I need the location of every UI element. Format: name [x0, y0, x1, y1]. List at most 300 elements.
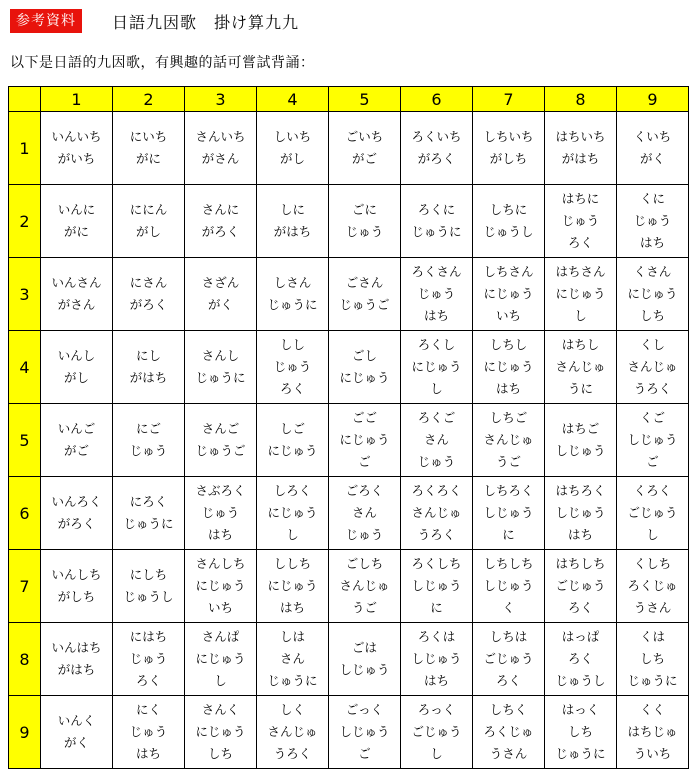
- cell-line: にはち: [129, 629, 168, 644]
- cell-line: がく: [63, 735, 89, 750]
- cell-line: じゅうし: [123, 589, 174, 604]
- table-cell: [257, 404, 329, 477]
- cell-line: に: [502, 527, 515, 542]
- row-header-9: 9: [9, 696, 41, 769]
- cell-line: うに: [567, 381, 593, 396]
- cell-line: にしち: [129, 567, 168, 582]
- page-title: 日語九因歌 掛け算九九: [112, 12, 300, 32]
- cell-line: しちしち: [483, 556, 534, 571]
- cell-line: ごいち: [345, 129, 384, 144]
- cell-line: さんじゅ: [267, 724, 318, 739]
- cell-line: がろく: [57, 516, 96, 531]
- cell-line: ろくさん: [411, 264, 462, 279]
- cell-line: さん: [351, 505, 377, 520]
- table-cell: [545, 477, 617, 550]
- cell-line: ろくじゅ: [627, 578, 678, 593]
- cell-line: さんぱ: [201, 629, 240, 644]
- cell-line: はちろく: [555, 483, 606, 498]
- table-cell: [617, 404, 689, 477]
- cell-line: はち: [135, 746, 161, 761]
- cell-line: ろく: [495, 673, 521, 688]
- cell-line: にじゅう: [195, 724, 246, 739]
- table-cell: [329, 185, 401, 258]
- cell-line: さぶろく: [195, 483, 246, 498]
- cell-line: さん: [423, 432, 449, 447]
- cell-line: じゅうに: [267, 297, 318, 312]
- cell-line: さんしち: [195, 556, 246, 571]
- table-cell: [329, 477, 401, 550]
- cell-line: さんじゅ: [627, 359, 678, 374]
- cell-line: がさん: [201, 151, 240, 166]
- cell-line: しちご: [489, 410, 528, 425]
- cell-line: はちご: [561, 421, 600, 436]
- cell-line: いんいち: [51, 129, 102, 144]
- cell-line: うさん: [633, 600, 672, 615]
- cell-line: にし: [135, 348, 161, 363]
- cell-line: がいち: [57, 151, 96, 166]
- cell-line: しいち: [273, 129, 312, 144]
- table-cell: [41, 185, 113, 258]
- cell-line: じゅうご: [339, 297, 390, 312]
- column-header-2: 2: [113, 87, 185, 112]
- cell-line: はち: [639, 235, 665, 250]
- cell-line: がく: [639, 151, 665, 166]
- table-cell: [545, 258, 617, 331]
- cell-line: さんじゅ: [411, 505, 462, 520]
- table-cell: [401, 696, 473, 769]
- table-cell: [545, 623, 617, 696]
- cell-line: じゅうに: [267, 673, 318, 688]
- cell-line: しちく: [489, 702, 528, 717]
- cell-line: はちに: [561, 191, 600, 206]
- cell-line: ににん: [129, 202, 168, 217]
- table-cell: [617, 185, 689, 258]
- cell-line: がし: [135, 224, 161, 239]
- cell-line: ごじゅう: [555, 578, 606, 593]
- table-cell: [257, 550, 329, 623]
- cell-line: に: [430, 600, 443, 615]
- cell-line: がろく: [417, 151, 456, 166]
- table-row: [9, 404, 689, 477]
- column-header-9: 9: [617, 87, 689, 112]
- cell-line: いんく: [57, 713, 96, 728]
- table-cell: [329, 623, 401, 696]
- cell-line: ろくいち: [411, 129, 462, 144]
- cell-line: いんはち: [51, 640, 102, 655]
- cell-line: ういち: [633, 746, 672, 761]
- cell-line: じゅうに: [123, 516, 174, 531]
- cell-line: ろく: [567, 600, 593, 615]
- table-cell: [257, 331, 329, 404]
- table-cell: [401, 258, 473, 331]
- cell-line: がはち: [561, 151, 600, 166]
- cell-line: くいち: [633, 129, 672, 144]
- column-header-8: 8: [545, 87, 617, 112]
- cell-line: はち: [279, 600, 305, 615]
- cell-line: にく: [135, 702, 161, 717]
- cell-line: がご: [63, 443, 89, 458]
- column-header-7: 7: [473, 87, 545, 112]
- cell-line: ごご: [351, 410, 377, 425]
- cell-line: いち: [495, 308, 521, 323]
- cell-line: しちいち: [483, 129, 534, 144]
- cell-line: ろっく: [417, 702, 456, 717]
- table-cell: [545, 185, 617, 258]
- table-cell: [113, 696, 185, 769]
- cell-line: はちさん: [555, 264, 606, 279]
- table-cell: [185, 550, 257, 623]
- table-cell: [113, 550, 185, 623]
- table-cell: [41, 258, 113, 331]
- cell-line: はっく: [561, 702, 600, 717]
- cell-line: ごは: [351, 640, 377, 655]
- cell-line: ろく: [567, 235, 593, 250]
- cell-line: さんに: [201, 202, 240, 217]
- table-cell: [185, 185, 257, 258]
- table-cell: [545, 550, 617, 623]
- cell-line: ろくは: [417, 629, 456, 644]
- cell-line: しちろく: [483, 483, 534, 498]
- table-cell: [257, 696, 329, 769]
- table-row: [9, 112, 689, 185]
- row-header-6: 6: [9, 477, 41, 550]
- cell-line: はち: [567, 527, 593, 542]
- cell-line: にじゅう: [195, 651, 246, 666]
- cell-line: はっぱ: [561, 629, 600, 644]
- table-cell: [257, 477, 329, 550]
- cell-line: にじゅう: [555, 286, 606, 301]
- cell-line: ろく: [279, 381, 305, 396]
- reference-badge: 参考資料: [10, 9, 82, 33]
- cell-line: くは: [639, 629, 665, 644]
- cell-line: ろくしち: [411, 556, 462, 571]
- cell-line: がさん: [57, 297, 96, 312]
- cell-line: し: [430, 746, 443, 761]
- cell-line: にじゅう: [411, 359, 462, 374]
- cell-line: くし: [639, 337, 665, 352]
- column-header-5: 5: [329, 87, 401, 112]
- cell-line: にじゅう: [195, 578, 246, 593]
- table-cell: [473, 696, 545, 769]
- cell-line: さざん: [201, 275, 240, 290]
- table-cell: [617, 477, 689, 550]
- cell-line: しろく: [273, 483, 312, 498]
- cell-line: いんろく: [51, 494, 102, 509]
- cell-line: ろくろく: [411, 483, 462, 498]
- cell-line: さんじゅ: [339, 578, 390, 593]
- cell-line: じゅうに: [195, 370, 246, 385]
- table-cell: [113, 404, 185, 477]
- cell-line: ごじゅう: [411, 724, 462, 739]
- table-cell: [473, 112, 545, 185]
- table-cell: [257, 258, 329, 331]
- cell-line: くに: [639, 191, 665, 206]
- table-row: [9, 185, 689, 258]
- cell-line: ご: [646, 454, 659, 469]
- table-row: [9, 258, 689, 331]
- cell-line: にご: [135, 421, 161, 436]
- cell-line: ごろく: [345, 483, 384, 498]
- cell-line: はちしち: [555, 556, 606, 571]
- table-cell: [401, 331, 473, 404]
- cell-line: にじゅう: [339, 432, 390, 447]
- table-cell: [617, 623, 689, 696]
- table-cell: [473, 185, 545, 258]
- cell-line: ししち: [273, 556, 312, 571]
- cell-line: ご: [358, 746, 371, 761]
- table-cell: [113, 477, 185, 550]
- table-cell: [329, 331, 401, 404]
- cell-line: にじゅう: [483, 359, 534, 374]
- cell-line: くさん: [633, 264, 672, 279]
- cell-line: がご: [351, 151, 377, 166]
- table-cell: [617, 331, 689, 404]
- cell-line: じゅう: [201, 505, 240, 520]
- table-cell: [257, 185, 329, 258]
- table-cell: [401, 623, 473, 696]
- cell-line: いんし: [57, 348, 96, 363]
- table-cell: [401, 550, 473, 623]
- cell-line: はちし: [561, 337, 600, 352]
- row-header-3: 3: [9, 258, 41, 331]
- table-cell: [617, 258, 689, 331]
- cell-line: いんさん: [51, 275, 102, 290]
- table-cell: [401, 404, 473, 477]
- cell-line: じゅうに: [555, 746, 606, 761]
- table-row: [9, 331, 689, 404]
- cell-line: はち: [423, 673, 449, 688]
- table-cell: [113, 331, 185, 404]
- cell-line: いち: [207, 600, 233, 615]
- cell-line: はちじゅ: [627, 724, 678, 739]
- table-cell: [329, 404, 401, 477]
- cell-line: ごしち: [345, 556, 384, 571]
- cell-line: がし: [63, 370, 89, 385]
- cell-line: がろく: [129, 297, 168, 312]
- cell-line: しし: [279, 337, 305, 352]
- cell-line: ご: [358, 454, 371, 469]
- cell-line: がしち: [57, 589, 96, 604]
- table-cell: [185, 331, 257, 404]
- table-cell: [401, 112, 473, 185]
- cell-line: さんく: [201, 702, 240, 717]
- table-cell: [41, 331, 113, 404]
- cell-line: しご: [279, 421, 305, 436]
- cell-line: じゅう: [273, 359, 312, 374]
- cell-line: じゅう: [129, 651, 168, 666]
- table-cell: [545, 331, 617, 404]
- table-cell: [185, 404, 257, 477]
- cell-line: く: [502, 600, 515, 615]
- cell-line: はち: [423, 308, 449, 323]
- table-cell: [401, 477, 473, 550]
- cell-line: し: [430, 381, 443, 396]
- cell-line: ろくじゅ: [483, 724, 534, 739]
- table-row: [9, 696, 689, 769]
- cell-line: しは: [279, 629, 305, 644]
- table-row: [9, 477, 689, 550]
- cell-line: ごじゅう: [627, 505, 678, 520]
- cell-line: じゅうご: [195, 443, 246, 458]
- row-header-1: 1: [9, 112, 41, 185]
- cell-line: ごに: [351, 202, 377, 217]
- cell-line: がろく: [201, 224, 240, 239]
- table-cell: [473, 331, 545, 404]
- cell-line: がし: [279, 151, 305, 166]
- cell-line: にじゅう: [267, 578, 318, 593]
- cell-line: さんご: [201, 421, 240, 436]
- column-header-6: 6: [401, 87, 473, 112]
- table-body: [9, 112, 689, 769]
- table-row: [9, 623, 689, 696]
- table-cell: [473, 258, 545, 331]
- cell-line: しじゅう: [483, 578, 534, 593]
- table-cell: [185, 696, 257, 769]
- cell-line: がしち: [489, 151, 528, 166]
- table-cell: [329, 112, 401, 185]
- cell-line: じゅう: [345, 224, 384, 239]
- cell-line: いんご: [57, 421, 96, 436]
- table-cell: [41, 404, 113, 477]
- cell-line: いんしち: [51, 567, 102, 582]
- cell-line: くろく: [633, 483, 672, 498]
- cell-line: しちに: [489, 202, 528, 217]
- cell-line: しち: [207, 746, 233, 761]
- cell-line: にろく: [129, 494, 168, 509]
- cell-line: じゅうに: [411, 224, 462, 239]
- cell-line: しじゅう: [555, 505, 606, 520]
- cell-line: さん: [279, 651, 305, 666]
- cell-line: うご: [495, 454, 521, 469]
- cell-line: さんじゅ: [555, 359, 606, 374]
- row-header-4: 4: [9, 331, 41, 404]
- cell-line: じゅう: [129, 724, 168, 739]
- row-header-8: 8: [9, 623, 41, 696]
- cell-line: じゅうし: [483, 224, 534, 239]
- cell-line: しに: [279, 202, 305, 217]
- cell-line: うろく: [417, 527, 456, 542]
- cell-line: にじゅう: [339, 370, 390, 385]
- cell-line: にじゅう: [483, 286, 534, 301]
- cell-line: じゅう: [561, 213, 600, 228]
- cell-line: しじゅう: [411, 651, 462, 666]
- row-header-5: 5: [9, 404, 41, 477]
- cell-line: しじゅう: [555, 443, 606, 458]
- cell-line: しじゅう: [483, 505, 534, 520]
- table-cell: [329, 550, 401, 623]
- table-cell: [113, 623, 185, 696]
- column-header-4: 4: [257, 87, 329, 112]
- cell-line: しじゅう: [627, 432, 678, 447]
- table-cell: [473, 404, 545, 477]
- table-cell: [617, 550, 689, 623]
- cell-line: しさん: [273, 275, 312, 290]
- corner-cell: [9, 87, 41, 112]
- cell-line: はち: [495, 381, 521, 396]
- table-cell: [473, 477, 545, 550]
- cell-line: じゅう: [633, 213, 672, 228]
- table-cell: [617, 112, 689, 185]
- table-cell: [329, 696, 401, 769]
- row-header-7: 7: [9, 550, 41, 623]
- cell-line: しちさん: [483, 264, 534, 279]
- table-cell: [113, 258, 185, 331]
- table-cell: [185, 258, 257, 331]
- table-cell: [41, 696, 113, 769]
- cell-line: くご: [639, 410, 665, 425]
- cell-line: しち: [567, 724, 593, 739]
- cell-line: じゅう: [345, 527, 384, 542]
- cell-line: しち: [639, 651, 665, 666]
- cell-line: しじゅう: [339, 662, 390, 677]
- cell-line: しじゅう: [411, 578, 462, 593]
- table-cell: [545, 112, 617, 185]
- table-cell: [113, 185, 185, 258]
- cell-line: しちは: [489, 629, 528, 644]
- table-cell: [41, 623, 113, 696]
- cell-line: ごさん: [345, 275, 384, 290]
- cell-line: し: [286, 527, 299, 542]
- cell-line: にいち: [129, 129, 168, 144]
- cell-line: じゅう: [417, 286, 456, 301]
- multiplication-table: [8, 86, 689, 769]
- table-cell: [257, 112, 329, 185]
- cell-line: くしち: [633, 556, 672, 571]
- cell-line: じゅうし: [555, 673, 606, 688]
- page-header: [10, 9, 299, 33]
- table-cell: [473, 550, 545, 623]
- table-cell: [185, 112, 257, 185]
- cell-line: がく: [207, 297, 233, 312]
- table-cell: [545, 696, 617, 769]
- cell-line: さんし: [201, 348, 240, 363]
- cell-line: がに: [63, 224, 89, 239]
- intro-text: 以下是日語的九因歌，有興趣的話可嘗試背誦：: [10, 55, 315, 71]
- table-cell: [113, 112, 185, 185]
- cell-line: ろく: [135, 673, 161, 688]
- cell-line: ろくご: [417, 410, 456, 425]
- cell-line: がはち: [273, 224, 312, 239]
- cell-line: ごし: [351, 348, 377, 363]
- cell-line: くく: [639, 702, 665, 717]
- table-cell: [329, 258, 401, 331]
- table-cell: [257, 623, 329, 696]
- table-cell: [401, 185, 473, 258]
- cell-line: ごじゅう: [483, 651, 534, 666]
- cell-line: にじゅう: [267, 505, 318, 520]
- cell-line: ろく: [567, 651, 593, 666]
- cell-line: がはち: [57, 662, 96, 677]
- cell-line: にじゅう: [627, 286, 678, 301]
- cell-line: うご: [351, 600, 377, 615]
- row-header-2: 2: [9, 185, 41, 258]
- cell-line: がに: [135, 151, 161, 166]
- cell-line: しじゅう: [339, 724, 390, 739]
- table-cell: [473, 623, 545, 696]
- cell-line: し: [574, 308, 587, 323]
- table-cell: [545, 404, 617, 477]
- cell-line: いんに: [57, 202, 96, 217]
- cell-line: にさん: [129, 275, 168, 290]
- cell-line: しち: [639, 308, 665, 323]
- table-cell: [185, 623, 257, 696]
- cell-line: うさん: [489, 746, 528, 761]
- cell-line: うろく: [633, 381, 672, 396]
- cell-line: さんいち: [195, 129, 246, 144]
- table-cell: [41, 477, 113, 550]
- cell-line: はちいち: [555, 129, 606, 144]
- cell-line: しく: [279, 702, 305, 717]
